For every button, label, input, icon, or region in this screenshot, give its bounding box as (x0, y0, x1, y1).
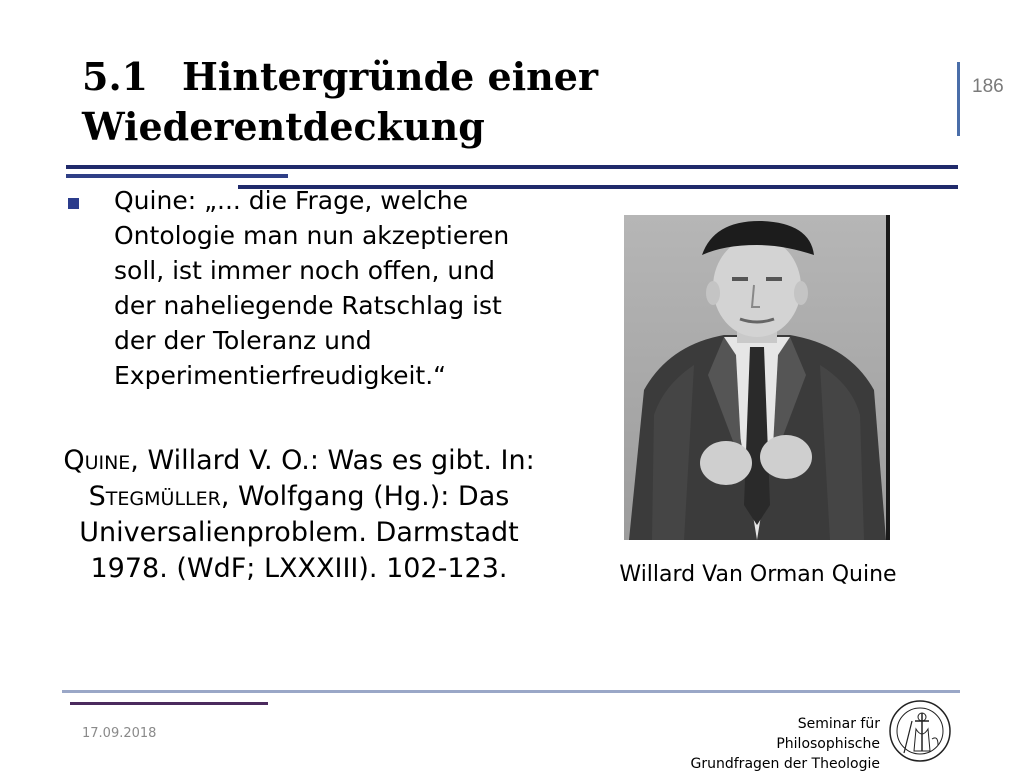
title-line-2: Wiederentdeckung (82, 104, 485, 149)
photo-caption: Willard Van Orman Quine (619, 562, 897, 587)
section-number: 5.1 (82, 54, 149, 99)
page-number: 186 (972, 76, 1004, 97)
university-seal-icon (888, 699, 952, 763)
portrait-photo (624, 215, 890, 540)
title-rule-top (66, 165, 958, 169)
citation (60, 443, 538, 587)
square-bullet-icon (68, 198, 79, 209)
seminar-name (690, 714, 880, 774)
slide-date: 17.09.2018 (82, 726, 157, 741)
title-rule-accent (66, 174, 288, 178)
slide-title (82, 52, 902, 152)
quote-text: Quine: „... die Frage, welche Ontologie man nun akzeptieren soll, ist immer noch offen, und der naheliegende Ratschlag ist der der Toleranz und Experimentierfreudigkeit.“ (114, 186, 510, 390)
footer-rule (62, 690, 960, 693)
citation-editor-rest: , Wolfgang (Hg.): Das Universalienproblem. Darmstadt 1978. (WdF; LXXXIII). 102-123. (79, 481, 519, 584)
citation-editor-lastname: Stegmüller (88, 481, 221, 512)
title-line-1: Hintergründe einer (182, 54, 598, 99)
seminar-name-line-1: Seminar für Philosophische (776, 716, 880, 752)
portrait-image (624, 215, 890, 540)
citation-author-rest: , Willard V. O.: Was es gibt. In: (130, 445, 535, 476)
seminar-name-line-2: Grundfragen der Theologie (690, 756, 880, 772)
footer-accent-rule (70, 702, 268, 705)
citation-author-lastname: Quine (63, 445, 131, 476)
page-number-divider (957, 62, 960, 136)
